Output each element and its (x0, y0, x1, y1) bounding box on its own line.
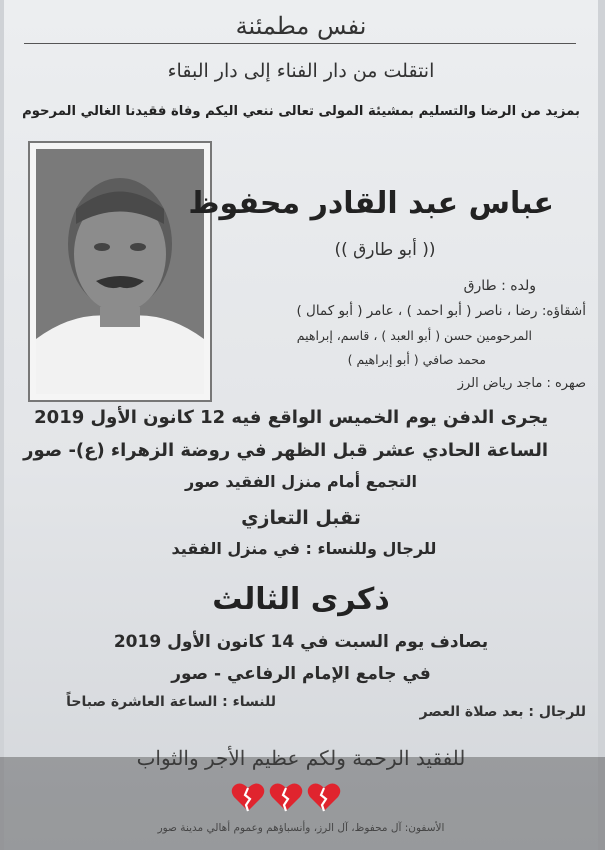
header-subtitle: انتقلت من دار الفناء إلى دار البقاء (167, 60, 435, 82)
family-brothers-1: أشقاؤه: رضا ، ناصر ( أبو احمد ) ، عامر ( أبو كمال ) (296, 303, 586, 319)
family-brother-in-law: صهره : ماجد رياض الرز (457, 376, 586, 391)
deceased-nickname: (( أبو طارق )) (334, 240, 436, 260)
deceased-photo (36, 149, 204, 394)
family-brothers-3: محمد صافي ( أبو إبراهيم ) (347, 352, 486, 367)
third-day-women: للنساء : الساعة العاشرة صباحاً (66, 694, 276, 710)
family-brothers-2: المرحومين حسن ( أبو العبد ) ، قاسم، إبراهيم (296, 328, 532, 343)
broken-hearts-row (231, 782, 341, 812)
broken-heart-icon (231, 782, 265, 812)
family-son: ولده : طارق (463, 278, 536, 294)
broken-heart-icon (307, 782, 341, 812)
title-divider (24, 43, 576, 44)
closing-text: للفقيد الرحمة ولكم عظيم الأجر والثواب (136, 746, 466, 770)
third-day-title: ذكرى الثالث (212, 582, 390, 617)
condolences-title: تقبل التعازي (241, 507, 361, 529)
third-day-men: للرجال : بعد صلاة العصر (419, 704, 586, 720)
footer-mourners: الأسفون: آل محفوظ، آل الرز، وأنسباؤهم وعموم أهالي مدينة صور (157, 822, 445, 834)
burial-line-2: الساعة الحادي عشر قبل الظهر في روضة الزهراء (ع)- صور (23, 440, 548, 461)
third-day-date: يصادف يوم السبت في 14 كانون الأول 2019 (113, 632, 489, 652)
burial-line-1: يجرى الدفن يوم الخميس الواقع فيه 12 كانون الأول 2019 (34, 407, 548, 428)
burial-line-3: التجمع أمام منزل الفقيد صور (185, 472, 417, 491)
condolences-detail: للرجال وللنساء : في منزل الفقيد (171, 539, 437, 558)
header-title: نفس مطمئنة (235, 12, 367, 40)
third-day-place: في جامع الإمام الرفاعي - صور (171, 664, 431, 684)
obituary-paper (4, 0, 598, 850)
broken-heart-icon (269, 782, 303, 812)
announcement-text: بمزيد من الرضا والتسليم بمشيئة المولى تعالى ننعي اليكم وفاة فقيدنا الغالي المرحوم (22, 104, 580, 119)
deceased-name: عباس عبد القادر محفوظ (188, 186, 554, 221)
photo-frame (28, 141, 212, 402)
